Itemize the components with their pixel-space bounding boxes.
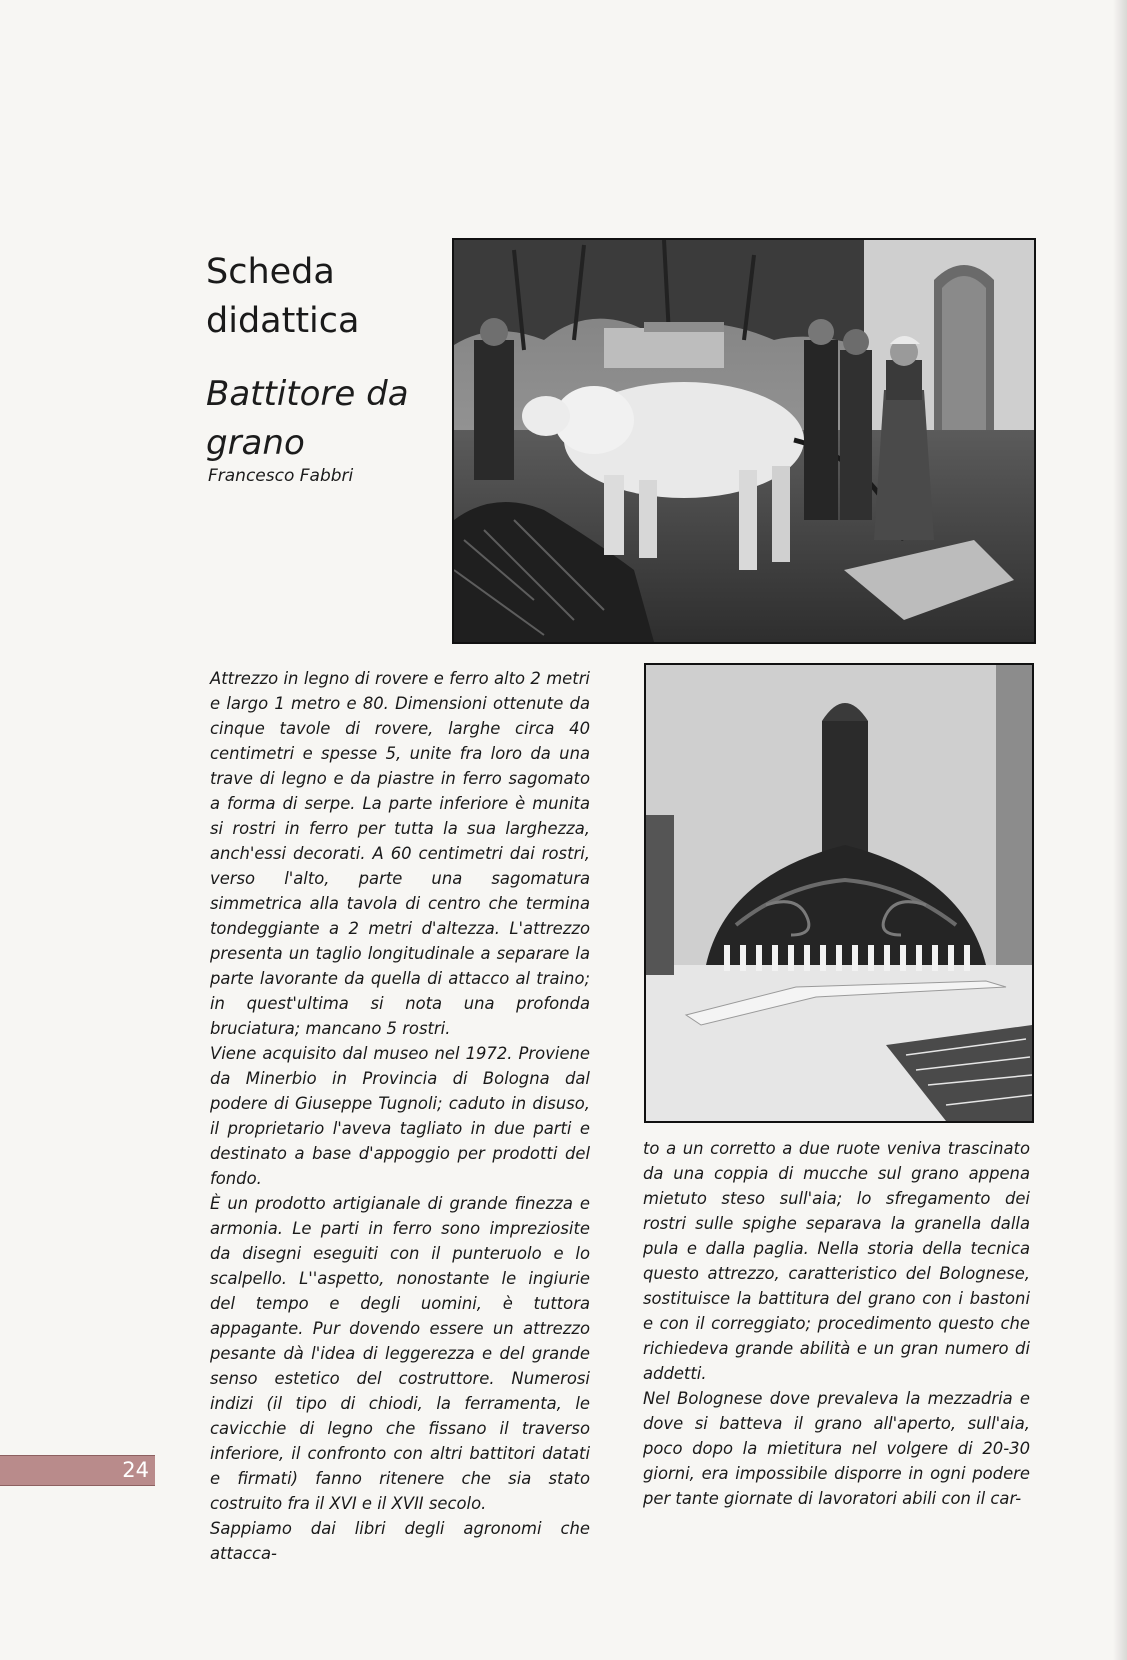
article-title [206,370,446,468]
article-title-line1: Battitore da [206,374,409,414]
left-text-column [210,666,590,1566]
page-number: 24 [122,1458,149,1482]
right-paragraph-2: Nel Bolognese dove prevaleva la mezzadria e dove si batteva il grano all'aperto, sull'aia, poco dopo la mietitura nel volgere di 20-30 giorni, era impossibile disporre in ogni podere per tante giornate di lavoratori abili con il car- [643,1389,1030,1508]
photo-battitore-museum-graphic [646,665,1032,1121]
left-paragraph-3: È un prodotto artigianale di grande finezza e armonia. Le parti in ferro sono impreziosite da disegni eseguiti con il punteruolo e lo scalpello. L''aspetto, nonostante le ingiurie del tempo e degli uomini, è tuttora appagante. Pur dovendo essere un attrezzo pesante dà l'idea di leggerezza e del grande senso estetico del costruttore. Numerosi indizi (il tipo di chiodi, la ferramenta, le cavicchie di legno che fissano il traverso inferiore, il confronto con altri battitori datati e firmati) fanno ritenere che sia stato costruito fra il XVI e il XVII secolo. [210,1194,590,1513]
photo-oxen-farmyard-graphic [454,240,1034,642]
section-title [206,248,436,346]
photo-oxen-farmyard [452,238,1036,644]
right-text-column [643,1136,1030,1511]
section-title-line1: Scheda [206,252,335,292]
section-title-line2: didattica [206,301,360,341]
author-name: Francesco Fabbri [208,466,354,486]
article-title-line2: grano [206,423,305,463]
left-paragraph-4: Sappiamo dai libri degli agronomi che attacca- [210,1519,590,1563]
right-paragraph-1: to a un corretto a due ruote veniva trascinato da una coppia di mucche sul grano appena mietuto steso sull'aia; lo sfregamento dei rostri sulle spighe separava la granella dalla pula e dalla paglia. Nella storia della tecnica questo attrezzo, caratteristico del Bolognese, sostituisce la battitura del grano con i bastoni e con il correggiato; procedimento questo che richiedeva grande abilità e un gran numero di addetti. [643,1139,1030,1383]
left-paragraph-2: Viene acquisito dal museo nel 1972. Proviene da Minerbio in Provincia di Bologna dal podere di Giuseppe Tugnoli; caduto in disuso, il proprietario l'aveva tagliato in due parti e destinato a base d'appoggio per prodotti del fondo. [210,1044,590,1188]
page-number-tab [0,1455,155,1486]
left-paragraph-1: Attrezzo in legno di rovere e ferro alto 2 metri e largo 1 metro e 80. Dimensioni ottenute da cinque tavole di rovere, larghe circa 40 centimetri e spesse 5, unite fra loro da una trave di legno e da piastre in ferro sagomato a forma di serpe. La parte inferiore è munita si rostri in ferro per tutta la sua larghezza, anch'essi decorati. A 60 centimetri dai rostri, verso l'alto, parte una sagomatura simmetrica alla tavola di centro che termina tondeggiante a 2 metri d'altezza. L'attrezzo presenta un taglio longitudinale a separare la parte lavorante da quella di attacco al traino; in quest'ultima si nota una profonda bruciatura; mancano 5 rostri. [210,669,590,1038]
page-edge-shadow [1113,0,1127,1660]
photo-battitore-museum [644,663,1034,1123]
